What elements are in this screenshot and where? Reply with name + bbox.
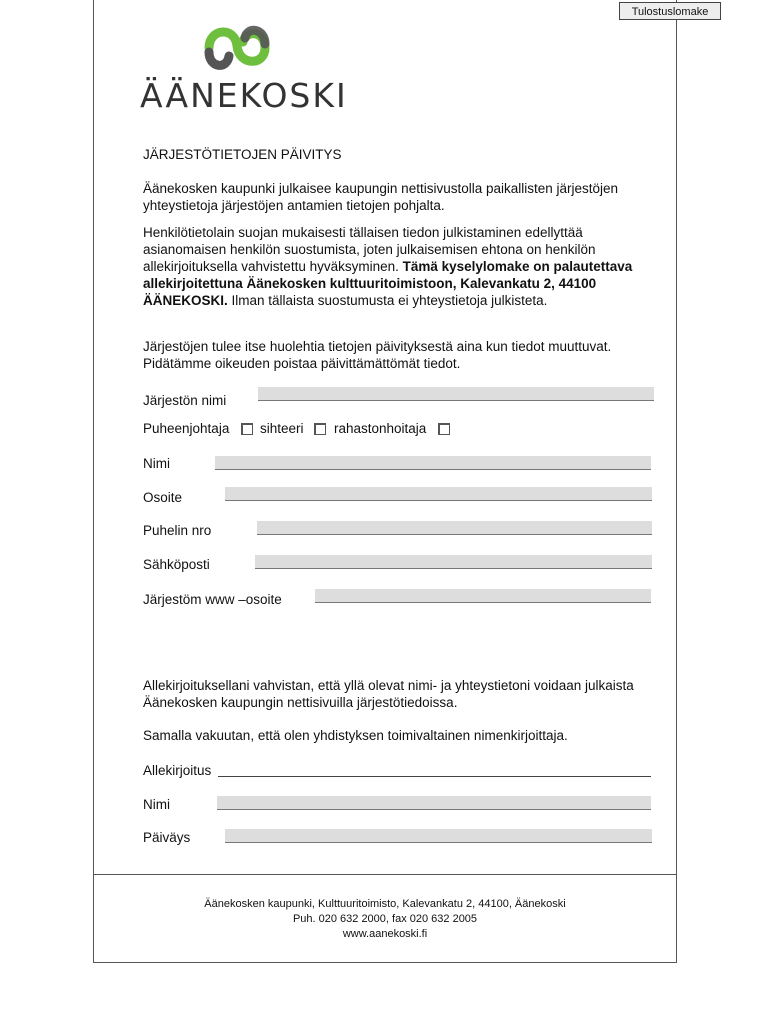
role-secretary-label: sihteeri: [260, 421, 304, 436]
name-input[interactable]: [215, 456, 651, 470]
print-form-button[interactable]: Tulostuslomake: [619, 2, 721, 20]
signer-name-label: Nimi: [143, 797, 170, 812]
aanekoski-logo: [140, 22, 348, 115]
org-name-input[interactable]: [258, 387, 654, 401]
form-page: [93, 0, 677, 963]
phone-label: Puhelin nro: [143, 523, 212, 538]
consent-tail: Ilman tällaista suostumusta ei yhteystietoja julkisteta.: [227, 293, 548, 308]
return-instructions: Tämä kyselylomake on palautettava allekirjoitettuna Äänekosken kulttuuritoimistoon, Kalevankatu 2, 44100 ÄÄNEKOSKI.: [143, 259, 633, 308]
footer-address: Äänekosken kaupunki, Kulttuuritoimisto, Kalevankatu 2, 44100, Äänekoski: [204, 898, 566, 910]
role-treasurer-label: rahastonhoitaja: [334, 421, 427, 436]
intro-paragraph: Äänekosken kaupunki julkaisee kaupungin nettisivustolla paikallisten järjestöjen yhteystietoja järjestöjen antamien tietojen pohjalta.: [143, 181, 619, 213]
name-label: Nimi: [143, 456, 170, 471]
email-label: Sähköposti: [143, 557, 210, 572]
org-name-label: Järjestön nimi: [143, 393, 227, 408]
email-input[interactable]: [255, 555, 652, 569]
phone-input[interactable]: [257, 521, 652, 535]
footer: [93, 897, 677, 942]
date-label: Päiväys: [143, 830, 191, 845]
signature-line[interactable]: [218, 776, 651, 777]
footer-divider: [93, 874, 677, 875]
role-secretary-checkbox[interactable]: [314, 423, 326, 435]
footer-phone: Puh. 020 632 2000, fax 020 632 2005: [292, 913, 478, 925]
address-label: Osoite: [143, 490, 183, 505]
address-input[interactable]: [225, 487, 652, 501]
signer-name-input[interactable]: [217, 796, 651, 810]
role-chair-label: Puheenjohtaja: [143, 421, 230, 436]
aanekoski-logo-mark-icon: [199, 22, 275, 74]
confirm-paragraph: Allekirjoituksellani vahvistan, että yllä olevat nimi- ja yhteystietoni voidaan julkaista Äänekosken kaupungin nettisivuilla järjestötiedoissa.: [143, 678, 634, 710]
form-title: JÄRJESTÖTIETOJEN PÄIVITYS: [143, 147, 342, 162]
consent-text: Henkilötietolain suojan mukaisesti tällaisen tiedon julkistaminen edellyttää asianomaisen henkilön suostumista, joten julkaisemisen ehtona on henkilön allekirjoituksella vahvistettu hyväksyminen.: [143, 225, 596, 274]
update-note: Järjestöjen tulee itse huolehtia tietojen päivityksestä aina kun tiedot muuttuvat. Pidätämme oikeuden poistaa päivittämättömät tiedot.: [143, 339, 612, 371]
logo-wordmark: ÄÄNEKOSKI: [140, 76, 348, 115]
consent-paragraph: [143, 224, 663, 309]
role-treasurer-checkbox[interactable]: [438, 423, 450, 435]
www-label: Järjestöm www –osoite: [143, 592, 282, 607]
role-chair-checkbox[interactable]: [241, 423, 253, 435]
www-input[interactable]: [315, 589, 651, 603]
footer-website: www.aanekoski.fi: [342, 928, 428, 940]
assure-paragraph: Samalla vakuutan, että olen yhdistyksen toimivaltainen nimenkirjoittaja.: [143, 728, 568, 743]
date-input[interactable]: [225, 829, 652, 843]
signature-label: Allekirjoitus: [143, 763, 212, 778]
